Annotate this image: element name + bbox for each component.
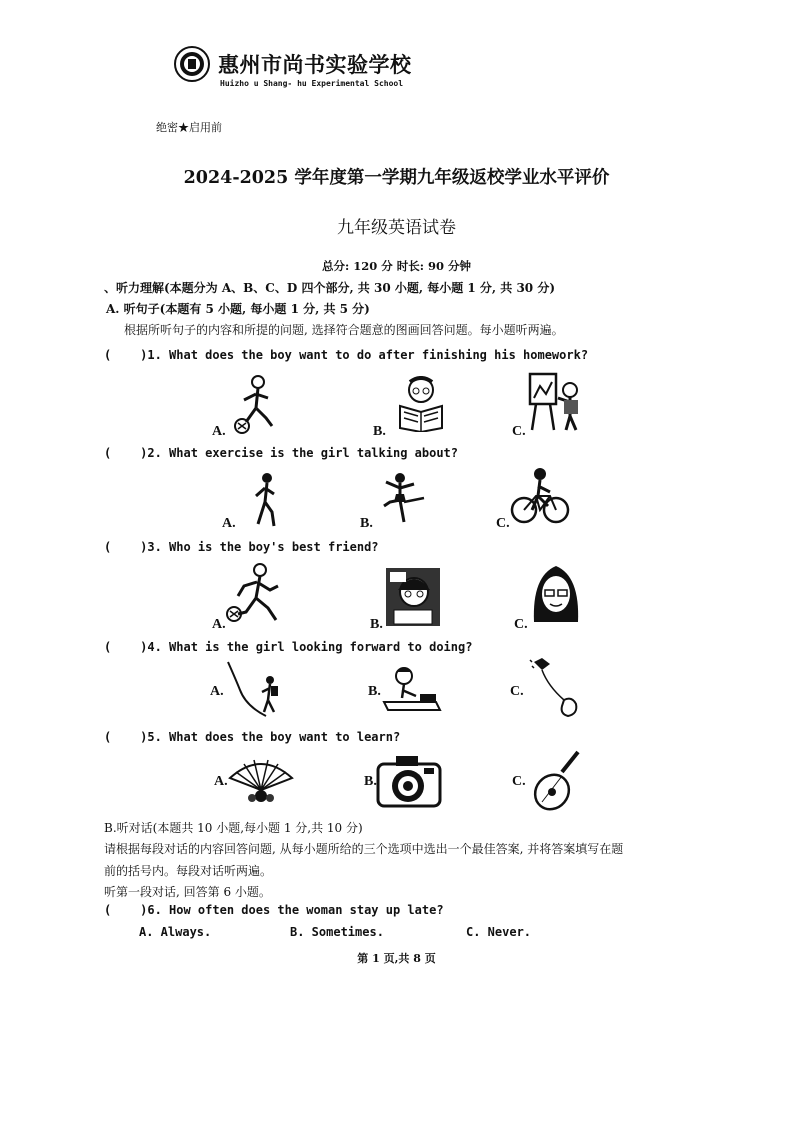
partB-instruction-1: 请根据每段对话的内容回答问题, 从每小题所给的三个选项中选出一个最佳答案, 并将答案填写在题 — [104, 842, 624, 856]
option-2C: C. — [496, 516, 510, 531]
studying-icon — [380, 664, 444, 718]
option-6B: B. Sometimes. — [290, 925, 384, 939]
exam-meta: 总分: 120 分 时长: 90 分钟 — [321, 259, 472, 273]
option-4A: A. — [210, 684, 224, 699]
option-1C: C. — [512, 424, 526, 439]
girl-dancing-icon — [378, 472, 430, 528]
option-4C: C. — [510, 684, 524, 699]
kite-icon — [528, 656, 584, 724]
exam-subtitle: 九年级英语试卷 — [337, 218, 456, 238]
question-6: ( )6. How often does the woman stay up late? — [104, 903, 444, 917]
hiking-icon — [226, 660, 286, 724]
partB-heading: B.听对话(本题共 10 小题,每小题 1 分,共 10 分) — [104, 821, 363, 835]
school-name: 惠州市尚书实验学校 — [218, 52, 412, 77]
school-name-en: Huizho u Shang- hu Experimental School — [220, 79, 404, 88]
option-2B: B. — [360, 516, 373, 531]
option-1B: B. — [373, 424, 386, 439]
fan-icon — [228, 756, 294, 810]
dialog-1-label: 听第一段对话, 回答第 6 小题。 — [104, 885, 271, 899]
option-6A: A. Always. — [139, 925, 212, 939]
option-2A: A. — [222, 516, 236, 531]
partA-heading: A. 听句子(本题有 5 小题, 每小题 1 分, 共 5 分) — [106, 302, 370, 316]
section-heading: 、听力理解(本题分为 A、B、C、D 四个部分, 共 30 小题, 每小题 1 分, 共 30 分) — [104, 281, 556, 295]
option-3B: B. — [370, 617, 383, 632]
question-3: ( )3. Who is the boy's best friend? — [104, 540, 379, 554]
running-boy-ball-icon — [224, 562, 286, 630]
option-3C: C. — [514, 617, 528, 632]
page-footer: 第 1 页,共 8 页 — [357, 952, 436, 965]
option-5A: A. — [214, 774, 228, 789]
girl-glasses-icon — [530, 562, 582, 628]
boy-reading-icon — [396, 376, 446, 436]
exam-title: 2024-2025 学年度第一学期九年级返校学业水平评价 — [183, 168, 610, 188]
cycling-icon — [510, 466, 570, 530]
question-1: ( )1. What does the boy want to do after finishing his homework? — [104, 348, 589, 362]
option-6C: C. Never. — [466, 925, 532, 939]
question-5: ( )5. What does the boy want to learn? — [104, 730, 401, 744]
boy-painting-icon — [528, 370, 584, 436]
secret-mark: 绝密★启用前 — [156, 121, 222, 134]
partB-instruction-2: 前的括号内。每段对话听两遍。 — [104, 864, 273, 878]
option-1A: A. — [212, 424, 226, 439]
reading-girl-icon — [386, 568, 440, 630]
school-logo — [174, 46, 210, 82]
option-4B: B. — [368, 684, 381, 699]
boy-playing-football-icon — [232, 374, 280, 440]
girl-running-icon — [250, 472, 282, 532]
partA-instruction: 根据所听句子的内容和所提的问题, 选择符合题意的图画回答问题。每小题听两遍。 — [124, 323, 564, 337]
camera-icon — [376, 754, 442, 812]
option-5B: B. — [364, 774, 377, 789]
guitar-icon — [532, 750, 582, 816]
question-2: ( )2. What exercise is the girl talking about? — [104, 446, 459, 460]
question-4: ( )4. What is the girl looking forward to doing? — [104, 640, 473, 654]
option-3A: A. — [212, 617, 226, 632]
option-5C: C. — [512, 774, 526, 789]
